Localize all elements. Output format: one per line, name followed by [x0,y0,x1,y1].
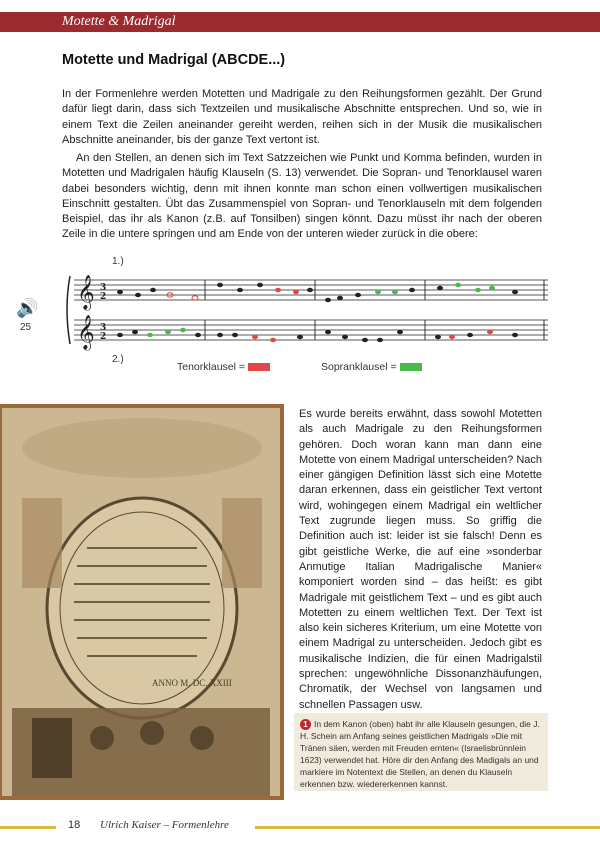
footer-author: Ulrich Kaiser – Formenlehre [100,819,229,831]
svg-text:2: 2 [100,292,107,302]
svg-text:3: 3 [100,283,107,293]
task-note-text [300,718,544,790]
page-heading: Motette und Madrigal (ABCDE...) [62,52,286,68]
section-title: Motette & Madrigal [62,14,176,29]
svg-text:𝄞: 𝄞 [77,315,95,350]
tenor-swatch [248,363,270,371]
score-label-bottom: 2.) [112,354,124,365]
legend-tenorklausel [177,361,270,373]
legend-sopranklausel [321,361,422,373]
legend-tenor-label: Tenorklausel = [177,361,245,373]
engraving-inner [2,408,280,796]
klauseln-paragraph: An den Stellen, an denen sich im Text Satzzeichen wie Punkt und Komma befinden, wurden in Motetten und Madrigalen häufig Klauseln (S. 13) verwendet. Die Sopran- und Tenorklausel waren dabei besonders wichtig, denn mit ihnen konnte man schon einen vollwertigen musikalischen Einschnitt gestalten. Übt das Zusammenspiel von Sopran- und Tenorklauseln mit dem folgenden Beispiel, das ihr als Kanon (z.B. auf Tonsilben) singen könnt. Dazu müsst ihr nach der oberen Zeile in die untere springen und am Ende von der unteren wieder zurück in die obere: [62,152,542,241]
speaker-icon[interactable]: 🔊 [16,298,39,318]
task-number-badge: 1 [300,719,311,730]
footer-rule-right [255,826,600,829]
task-note [294,713,548,791]
audio-track-number: 25 [20,322,32,333]
canon-score [60,248,550,368]
sopran-swatch [400,363,422,371]
intro-paragraph: In der Formenlehre werden Motetten und Madrigale zu den Reihungsformen gezählt. Der Grund dafür liegt darin, dass sich Textzeilen und musikalische Abschnitte entsprechen. Und so, wie in einem Text die Zeilen aneinander gereiht werden, reihen sich in der Musik die musikalischen Abschnitte aneinander, bis der ganze Text vertont ist. [62,88,542,146]
title-page-engraving [0,404,284,800]
task-text: In dem Kanon (oben) habt ihr alle Klauseln gesungen, die J. H. Schein am Anfang seines geistlichen Madrigals »Die mit Tränen säen, werden mit Freuden ernten« (Israelisbrünnlein 1623) verwendet hat. Höre dir den Anfang des Madigals an und markiere im Notentext die Stellen, an denen du Klauseln erkennen bzw. wiedererkennen kannst. [300,719,540,789]
system-brace [67,276,70,344]
right-column-text: Es wurde bereits erwähnt, dass sowohl Motetten als auch Madrigale zu den Reihungsformen gehören. Doch woran kann man dann eine Motette von einem Madrigal unterscheiden? Nach einer gängigen Definition lässt sich eine Motette daran erkennen, dass ein geistlicher Text vertont wird, wohingegen einem Madrigal ein weltlicher Text zugrunde liegen muss. So griffig die Definition auch ist: leider ist sie falsch! Denn es gibt geistliche Werke, die auf eine »sonderbar Anmutige Italian Madrigalische Manier« komponiert worden sind – das heißt: es gibt Madrigale mit geistlichem Text – und es gibt auch Motetten zu einem weltlichen Text. Der Text ist also kein sicheres Kriterium, um eine Motette von einem Madrigal zu unterscheiden. Jedoch gibt es musikalische Indizien, die für einen Madrigalstil sprechen: ungewöhnliche Dissonanzhäufungen, Chromatik, der Wechsel von langsamen und schnellen Passagen usw. [299,408,542,711]
section-header-bar [0,12,600,32]
engraving-inscription: ANNO M. DC. XXIII [152,678,232,688]
svg-text:2: 2 [100,332,107,342]
svg-text:𝄞: 𝄞 [77,275,95,310]
footer-rule-left [0,826,56,829]
engraving-illustration [2,408,280,796]
page-number: 18 [68,819,81,831]
staff-lower [74,320,548,340]
clefs [77,275,106,351]
notes-upper [117,283,518,302]
score-label-top: 1.) [112,256,124,267]
legend-sopran-label: Sopranklausel = [321,361,397,373]
svg-text:3: 3 [100,323,107,333]
